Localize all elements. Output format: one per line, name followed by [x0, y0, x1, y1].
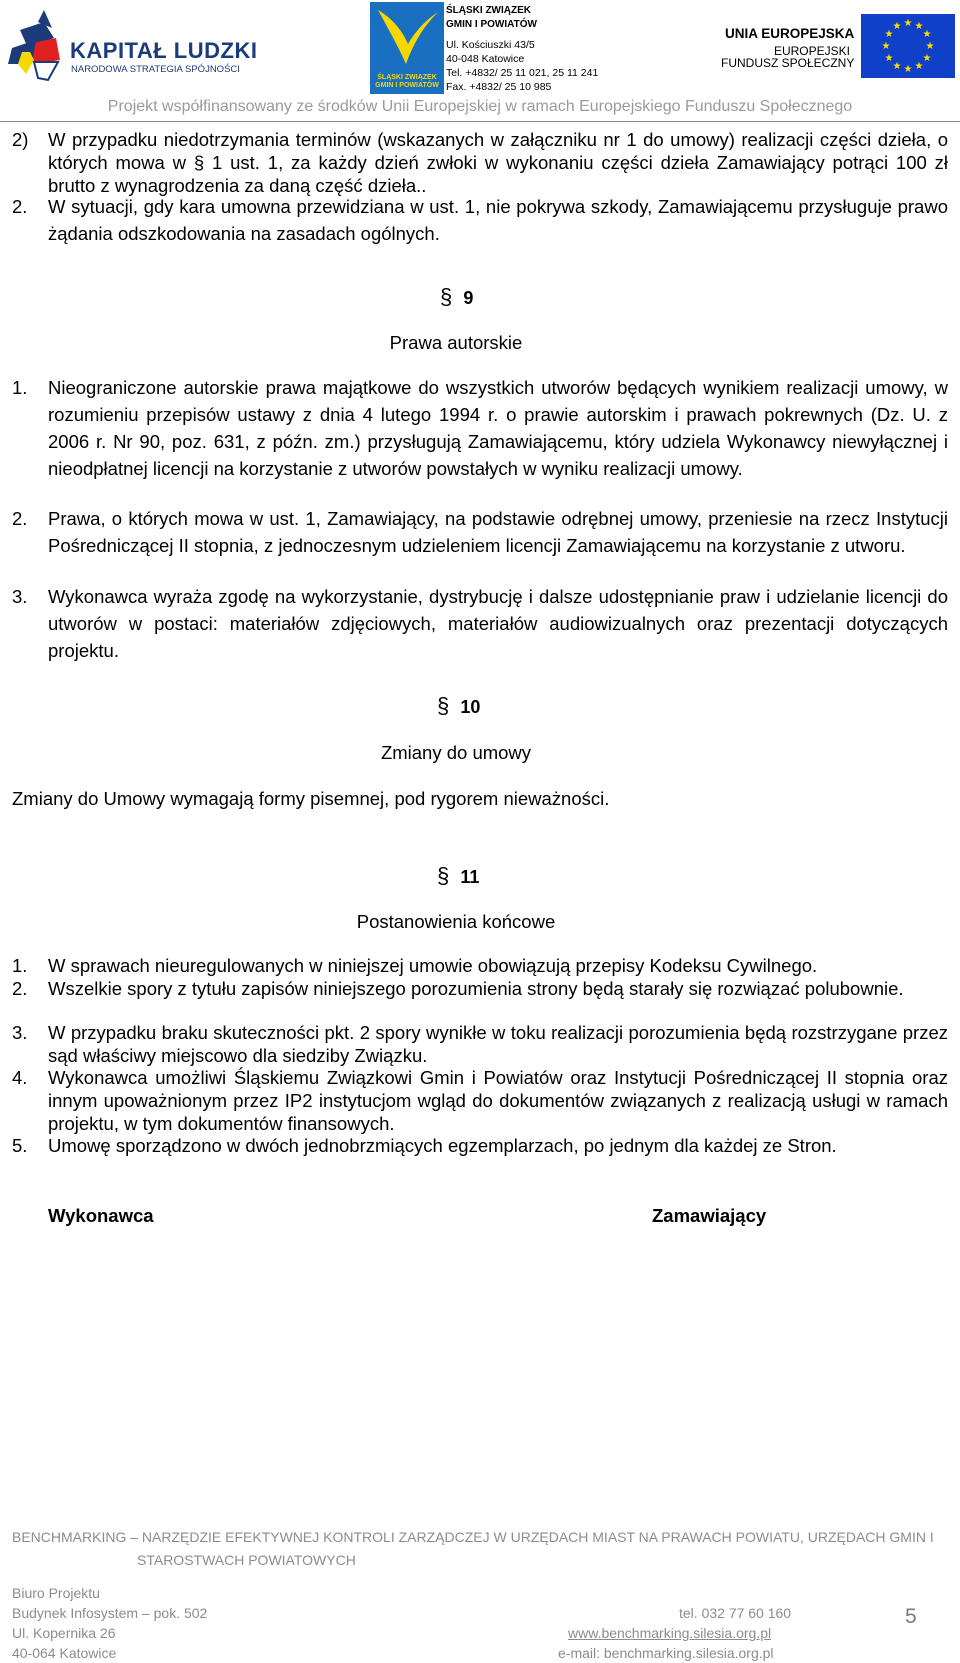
section-11-heading — [437, 862, 479, 891]
signature-contractor: Wykonawca — [48, 1205, 154, 1226]
eu-fund-line-2: FUNDUSZ SPOŁECZNY — [721, 56, 855, 70]
header-divider — [0, 121, 960, 122]
zwiazek-box-label-1: ŚLĄSKI ZWIĄZEK — [377, 74, 437, 81]
footer-website-link[interactable]: www.benchmarking.silesia.org.pl — [568, 1625, 772, 1641]
copyright-item-3: Wykonawca wyraża zgodę na wykorzystanie, dystrybucję i dalsze udostępnianie praw i udzielanie licencji do utworów w postaci: materiałów zdjęciowych, materiałów audiowizualnych oraz prezentacji dotyczących projektu. — [48, 586, 948, 661]
final-provision-1: W sprawach nieuregulowanych w niniejszej umowie obowiązują przepisy Kodeksu Cywilnego. — [48, 955, 818, 976]
footer-office: Biuro Projektu — [12, 1585, 100, 1601]
svg-text:★: ★ — [914, 61, 924, 72]
copyright-item-2: Prawa, o których mowa w ust. 1, Zamawiający, na podstawie odrębnej umowy, przeniesie na rzecz Instytucji Pośredniczącej II stopnia, z jednoczesnym udzieleniem licencji Zamawiającemu na korzystanie z utworu. — [48, 508, 948, 556]
eu-title: UNIA EUROPEJSKA — [725, 26, 855, 41]
final-provision-2: Wszelkie spory z tytułu zapisów niniejszego porozumienia strony będą starały się rozwiązać polubownie. — [48, 978, 904, 999]
final-provision-4: Wykonawca umożliwi Śląskiemu Związkowi Gmin i Powiatów oraz Instytucji Pośredniczącej II stopnia oraz innym upoważnionym przez IP2 instytucjom wgląd do dokumentów związanych z realizacją usługi w ramach projektu, w tym dokumentów finansowych. — [48, 1067, 948, 1134]
page-number: 5 — [905, 1605, 917, 1628]
footer-city: 40-064 Katowice — [12, 1645, 117, 1661]
zwiazek-logo — [370, 2, 600, 94]
kapital-ludzki-title: KAPITAŁ LUDZKI — [70, 38, 258, 63]
item-number: 3. — [12, 1022, 28, 1043]
eu-logo — [715, 14, 950, 80]
section-10-title: Zmiany do umowy — [380, 742, 532, 763]
final-provision-5: Umowę sporządzono w dwóch jednobrzmiących egzemplarzach, po jednym dla każdej ze Stron. — [48, 1135, 837, 1156]
item-number: 5. — [12, 1135, 28, 1156]
penalty-clause-item-2: W przypadku niedotrzymania terminów (wskazanych w załączniku nr 1 do umowy) realizacji części dzieła, o których mowa w § 1 ust. 1, za każdy dzień zwłoki w wykonaniu części dzieła Zamawiający potrąci 100 zł brutto z wynagrodzenia za daną część dzieła.. — [48, 129, 948, 196]
section-symbol: § — [437, 693, 450, 718]
kapital-ludzki-logo — [8, 8, 258, 88]
footer-tel: tel. 032 77 60 160 — [679, 1605, 792, 1621]
zwiazek-name-1: ŚLĄSKI ZWIĄZEK — [446, 5, 531, 16]
footer-street: Ul. Kopernika 26 — [12, 1625, 116, 1641]
zwiazek-city: 40-048 Katowice — [446, 53, 525, 65]
star-flag-icon — [8, 8, 64, 84]
amendments-text: Zmiany do Umowy wymagają formy pisemnej, pod rygorem nieważności. — [12, 788, 610, 809]
section-number: 9 — [463, 288, 474, 308]
svg-text:★: ★ — [884, 29, 894, 40]
section-11-title: Postanowienia końcowe — [356, 911, 556, 932]
project-cofinancing-line: Projekt współfinansowany ze środków Unii Europejskiej w ramach Europejskiego Funduszu Społecznego — [107, 98, 853, 115]
item-number: 2. — [12, 508, 28, 529]
svg-text:★: ★ — [884, 53, 894, 64]
item-number: 1. — [12, 955, 28, 976]
signature-client: Zamawiający — [652, 1205, 767, 1226]
zwiazek-street: Ul. Kościuszki 43/5 — [446, 39, 535, 51]
svg-text:★: ★ — [903, 18, 913, 29]
footer-project-title-line-2: STAROSTWACH POWIATOWYCH — [137, 1552, 356, 1568]
section-number: 11 — [460, 867, 480, 887]
section-number: 10 — [460, 697, 481, 717]
svg-text:★: ★ — [922, 53, 932, 64]
svg-text:★: ★ — [892, 21, 902, 32]
svg-text:★: ★ — [922, 29, 932, 40]
svg-text:★: ★ — [925, 41, 935, 52]
copyright-item-1: Nieograniczone autorskie prawa majątkowe do wszystkich utworów będących wynikiem realizacji umowy, w rozumieniu przepisów ustawy z dnia 4 lutego 1994 r. o prawie autorskim i prawach pokrewnych (Dz. U. z 2006 r. Nr 90, poz. 631, z późn. zm.) przysługują Zamawiającemu, który udziela Wykonawcy niewyłącznej i nieodpłatnej licencji na korzystanie z utworów powstałych w wyniku realizacji umowy. — [48, 377, 948, 479]
item-number: 2. — [12, 196, 28, 217]
svg-text:★: ★ — [881, 41, 891, 52]
section-symbol: § — [440, 284, 453, 309]
section-9-title: Prawa autorskie — [389, 332, 523, 353]
zwiazek-box-label-2: GMIN I POWIATÓW — [375, 82, 439, 89]
zwiazek-fax: Fax. +4832/ 25 10 985 — [446, 81, 552, 93]
final-provision-3: W przypadku braku skuteczności pkt. 2 spory wynikłe w toku realizacji porozumienia będą rozstrzygane przez sąd właściwy miejscowo dla siedziby Związku. — [48, 1022, 948, 1066]
footer-project-title-line-1: BENCHMARKING – NARZĘDZIE EFEKTYWNEJ KONTROLI ZARZĄDCZEJ W URZĘDACH MIAST NA PRAWACH POWIATU, URZĘDACH GMIN I — [12, 1529, 934, 1545]
section-10-heading — [437, 692, 480, 721]
svg-text:★: ★ — [903, 64, 913, 75]
kapital-ludzki-subtitle: NARODOWA STRATEGIA SPÓJNOŚCI — [71, 64, 240, 75]
footer-building: Budynek Infosystem – pok. 502 — [12, 1605, 208, 1621]
item-number: 2) — [12, 129, 29, 150]
footer-email: e-mail: benchmarking.silesia.org.pl — [558, 1645, 774, 1661]
item-number: 1. — [12, 377, 28, 398]
item-number: 3. — [12, 586, 28, 607]
yellow-v-emblem-icon — [370, 2, 444, 94]
item-number: 2. — [12, 978, 28, 999]
section-symbol: § — [437, 863, 450, 888]
svg-text:★: ★ — [914, 21, 924, 32]
section-9-heading — [440, 283, 473, 312]
item-number: 4. — [12, 1067, 28, 1088]
damages-clause: W sytuacji, gdy kara umowna przewidziana w ust. 1, nie pokrywa szkody, Zamawiającemu przysługuje prawo żądania odszkodowania na zasadach ogólnych. — [48, 196, 948, 244]
eu-fund-line-1: EUROPEJSKI — [773, 44, 850, 58]
eu-flag-icon — [861, 14, 955, 78]
svg-text:★: ★ — [892, 61, 902, 72]
zwiazek-name-2: GMIN I POWIATÓW — [446, 19, 537, 30]
zwiazek-tel: Tel. +4832/ 25 11 021, 25 11 241 — [446, 67, 599, 79]
